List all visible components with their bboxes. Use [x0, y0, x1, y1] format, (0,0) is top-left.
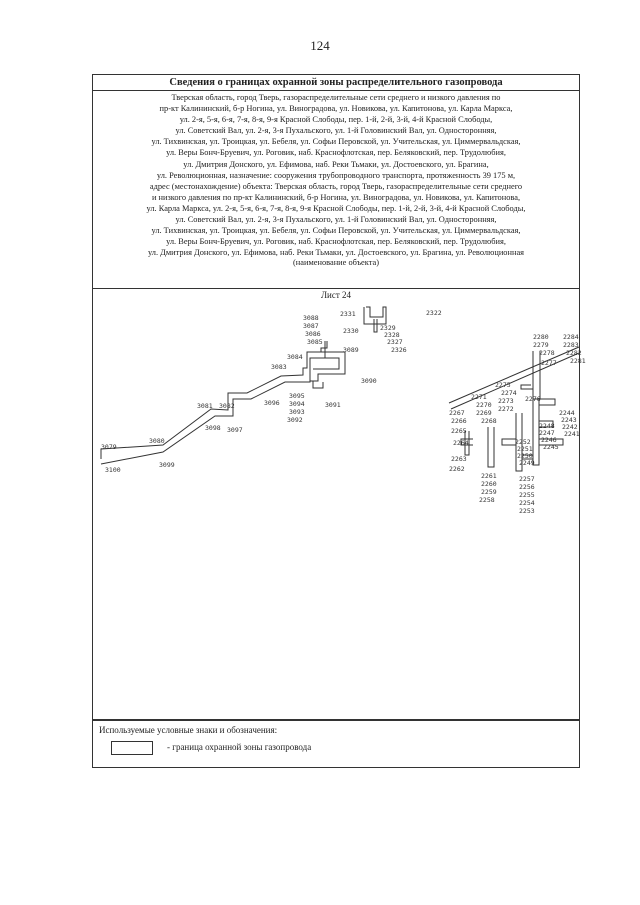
point-label-3079: 3079: [101, 443, 117, 451]
description-line: ул. Тихвинская, ул. Троицкая, ул. Бебеля, ул. Софьи Перовской, ул. Учительская, ул. Циммервальдская,: [151, 137, 521, 147]
point-label-3081: 3081: [197, 402, 213, 410]
description-line: ул. Карла Маркса, ул. 2-я, 5-я, 6-я, 7-я, 8-я, 9-я Красной Слободы, пер. 1-й, 2-й, 3-й, 4-й Красной Слободы,: [146, 203, 526, 213]
legend: [92, 720, 580, 768]
point-label-2246: 2246: [541, 436, 557, 444]
point-label-2253: 2253: [519, 507, 535, 515]
point-label-2276: 2276: [525, 395, 541, 403]
point-label-3087: 3087: [303, 322, 319, 330]
point-label-2259: 2259: [481, 488, 497, 496]
point-label-2248: 2248: [539, 422, 555, 430]
point-label-3082: 3082: [219, 402, 235, 410]
point-label-3097: 3097: [227, 426, 243, 434]
point-label-2330: 2330: [343, 327, 359, 335]
point-label-2260: 2260: [481, 480, 497, 488]
description-line: пр-кт Калининский, б-р Ногина, ул. Виноградова, ул. Новикова, ул. Капитонова, ул. Карла Маркса,: [159, 104, 513, 114]
point-label-3080: 3080: [149, 437, 165, 445]
point-label-3098: 3098: [205, 424, 221, 432]
point-label-2267: 2267: [449, 409, 465, 417]
point-label-2263: 2263: [451, 455, 467, 463]
object-caption: (наименование объекта): [292, 258, 379, 268]
point-label-2283: 2283: [563, 341, 579, 349]
point-label-2264: 2264: [453, 439, 469, 447]
map-area: [93, 288, 586, 720]
point-label-3090: 3090: [361, 377, 377, 385]
point-label-3084: 3084: [287, 353, 303, 361]
point-label-2278: 2278: [539, 349, 555, 357]
point-label-2327: 2327: [387, 338, 403, 346]
point-label-2272: 2272: [498, 405, 514, 413]
point-label-2251: 2251: [517, 445, 533, 453]
point-label-2329: 2329: [380, 324, 396, 332]
legend-boundary-symbol: [111, 741, 153, 755]
point-label-2261: 2261: [481, 472, 497, 480]
point-label-2275: 2275: [495, 381, 511, 389]
point-label-2322: 2322: [426, 309, 442, 317]
point-label-2258: 2258: [479, 496, 495, 504]
description-line: ул. Советский Вал, ул. 2-я, 3-я Пухальского, ул. 1-й Головинский Вал, ул. Односторонняя,: [175, 215, 497, 225]
point-label-2256: 2256: [519, 483, 535, 491]
point-label-2254: 2254: [519, 499, 535, 507]
point-label-2271: 2271: [471, 393, 487, 401]
point-label-3083: 3083: [271, 363, 287, 371]
legend-boundary-text: - граница охранной зоны газопровода: [167, 742, 312, 752]
point-label-3086: 3086: [305, 330, 321, 338]
object-description: [93, 91, 579, 258]
point-label-2255: 2255: [519, 491, 535, 499]
point-label-2265: 2265: [451, 427, 467, 435]
description-line: ул. 2-я, 5-я, 6-я, 7-я, 8-я, 9-я Красной Слободы, пер. 1-й, 2-й, 3-й, 4-й Красной Слободы,: [179, 115, 493, 125]
point-label-2243: 2243: [561, 416, 577, 424]
point-label-2269: 2269: [476, 409, 492, 417]
point-label-3091: 3091: [325, 401, 341, 409]
point-label-3085: 3085: [307, 338, 323, 346]
point-label-2244: 2244: [559, 409, 575, 417]
point-label-2282: 2282: [566, 349, 582, 357]
point-label-2249: 2249: [519, 459, 535, 467]
point-label-2277: 2277: [541, 359, 557, 367]
point-label-2257: 2257: [519, 475, 535, 483]
description-line: ул. Революционная, назначение: сооружения трубопроводного транспорта, протяженность 39 175 м,: [156, 170, 516, 180]
description-line: и низкого давления по пр-кт Калининский, б-р Ногина, ул. Виноградова, ул. Новикова, ул. Капитонова,: [151, 192, 521, 202]
point-label-3095: 3095: [289, 392, 305, 400]
point-label-3092: 3092: [287, 416, 303, 424]
point-label-2331: 2331: [340, 310, 356, 318]
point-label-2245: 2245: [543, 443, 559, 451]
point-label-2273: 2273: [498, 397, 514, 405]
gas-pipeline-map: [93, 289, 586, 720]
sheet-label: Лист 24: [320, 290, 352, 300]
description-line: ул. Веры Бонч-Бруевич, ул. Роговик, наб. Краснофлотская, пер. Беляковский, пер. Трудолюбия,: [166, 148, 506, 158]
point-label-3094: 3094: [289, 400, 305, 408]
point-label-2252: 2252: [515, 438, 531, 446]
point-label-3089: 3089: [343, 346, 359, 354]
document-title: Сведения о границах охранной зоны распределительного газопровода: [93, 75, 579, 91]
page-number: 124: [310, 38, 330, 53]
point-label-2242: 2242: [562, 423, 578, 431]
point-label-3093: 3093: [289, 408, 305, 416]
point-label-2280: 2280: [533, 333, 549, 341]
point-label-2326: 2326: [391, 346, 407, 354]
description-line: адрес (местонахождение) объекта: Тверская область, город Тверь, газораспределительные сети среднего: [149, 181, 523, 191]
point-label-2270: 2270: [476, 401, 492, 409]
point-label-2328: 2328: [384, 331, 400, 339]
point-label-2281: 2281: [570, 357, 586, 365]
description-line: ул. Дмитрия Донского, ул. Ефимова, наб. Реки Тьмаки, ул. Достоевского, ул. Брагина,: [183, 159, 489, 169]
point-label-3100: 3100: [105, 466, 121, 474]
description-line: ул. Тихвинская, ул. Троицкая, ул. Бебеля, ул. Софьи Перовской, ул. Учительская, ул. Циммервальдская,: [151, 226, 521, 236]
point-label-2274: 2274: [501, 389, 517, 397]
description-line: ул. Дмитрия Донского, ул. Ефимова, наб. Реки Тьмаки, ул. Достоевского, ул. Брагина, ул. Революционная: [147, 248, 525, 258]
point-label-2250: 2250: [517, 452, 533, 460]
point-label-3088: 3088: [303, 314, 319, 322]
point-label-2279: 2279: [533, 341, 549, 349]
point-label-3099: 3099: [159, 461, 175, 469]
document-frame: [92, 74, 586, 720]
description-line: ул. Советский Вал, ул. 2-я, 3-я Пухальского, ул. 1-й Головинский Вал, ул. Односторонняя,: [175, 126, 497, 136]
description-line: ул. Веры Бонч-Бруевич, ул. Роговик, наб. Краснофлотская, пер. Беляковский, пер. Трудолюбия,: [166, 237, 506, 247]
point-label-2266: 2266: [451, 417, 467, 425]
point-label-2284: 2284: [563, 333, 579, 341]
point-label-2268: 2268: [481, 417, 497, 425]
description-line: Тверская область, город Тверь, газораспределительные сети среднего и низкого давления по: [171, 93, 501, 102]
point-label-2262: 2262: [449, 465, 465, 473]
point-label-2241: 2241: [564, 430, 580, 438]
legend-title: Используемые условные знаки и обозначения:: [99, 725, 278, 735]
point-label-2247: 2247: [539, 429, 555, 437]
point-label-3096: 3096: [264, 399, 280, 407]
